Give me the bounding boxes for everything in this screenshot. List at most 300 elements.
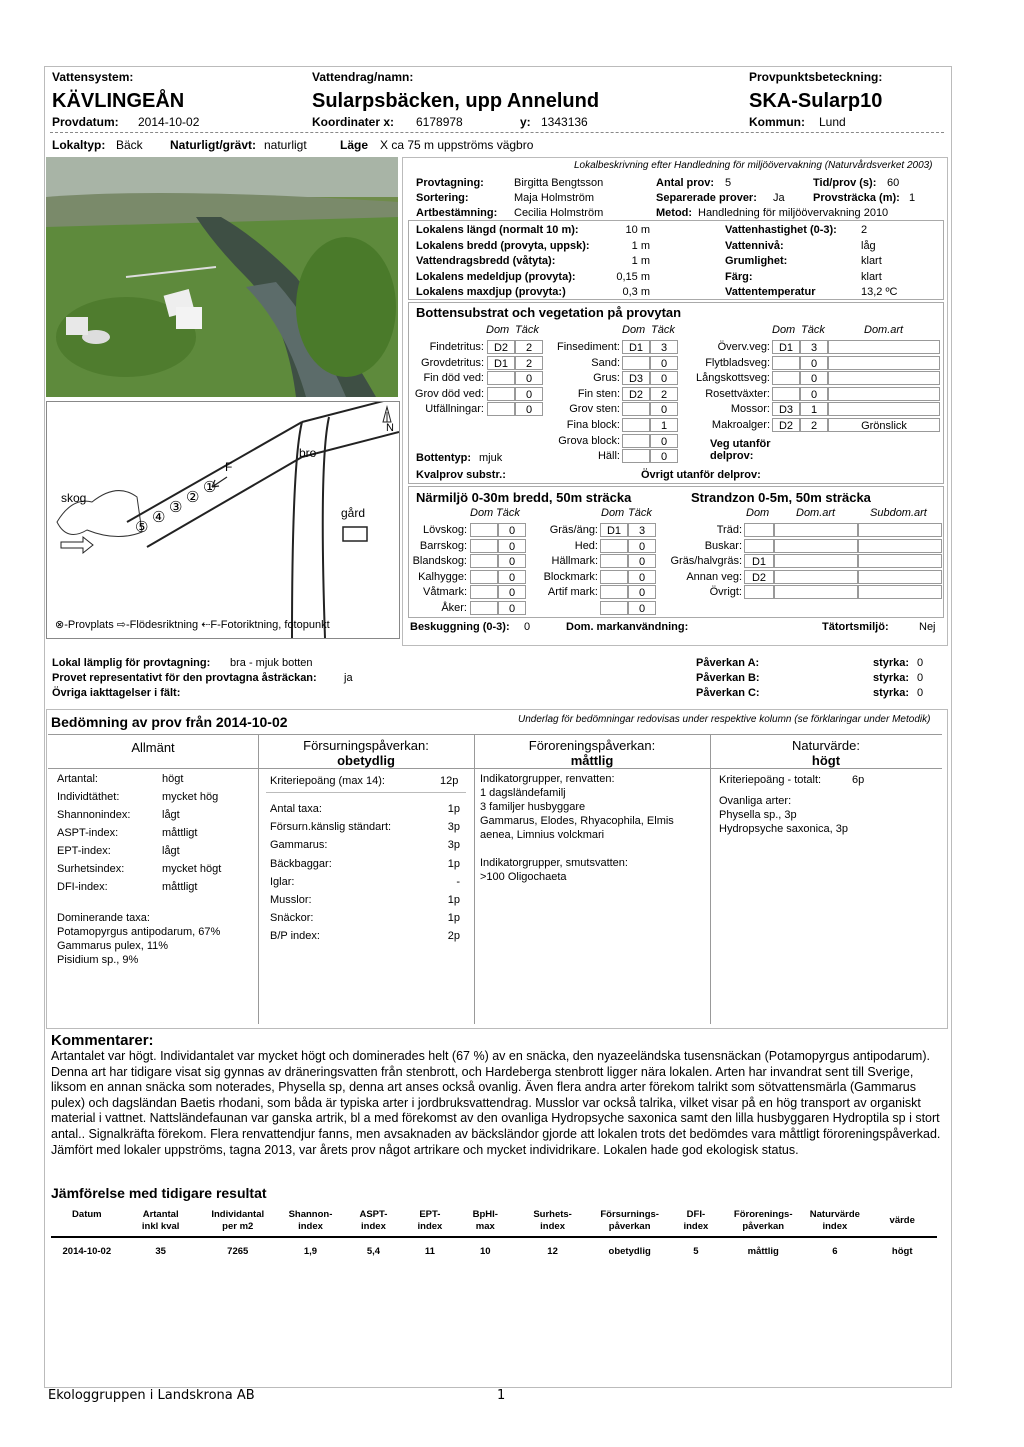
lokal-left-label: Vattendragsbredd (våtyta): [416, 255, 556, 267]
styrka-a-value: 0 [917, 657, 924, 669]
lamplig-value: bra - mjuk botten [230, 657, 313, 669]
fors-value: - [456, 875, 460, 888]
allmant-label: Shannonindex: [57, 809, 131, 821]
foro-line: Gammarus, Elodes, Rhyacophila, Elmis [480, 815, 674, 827]
jamforelse-title: Jämförelse med tidigare resultat [51, 1185, 267, 1201]
narmiljo-tack: 0 [628, 554, 656, 568]
dom-taxa-label: Dominerande taxa: [57, 912, 150, 924]
cmp-cell: 5 [693, 1246, 699, 1257]
lokal-left-value: 1 m [631, 255, 650, 267]
strack-label: Provsträcka (m): [813, 192, 900, 204]
provplats-circle: ② [186, 489, 200, 506]
cmp-header [724, 1208, 802, 1237]
narmiljo-col-header: Täck [496, 507, 520, 519]
substrat-art [828, 387, 940, 401]
styrka-c-label: styrka: [873, 687, 910, 699]
lokal-left-label: Lokalens bredd (provyta, uppsk): [416, 239, 590, 252]
strandzon-dom: D2 [744, 570, 774, 584]
narmiljo-label: Åker: [441, 602, 467, 614]
allmant-label: Individtäthet: [57, 791, 120, 803]
substrat-art [828, 402, 940, 416]
strandzon-subart [858, 585, 942, 599]
fors-value: 1p [447, 857, 460, 870]
substrat-tack: 0 [650, 356, 678, 370]
narmiljo-dom [600, 539, 628, 553]
fors-value: 1p [447, 803, 460, 815]
lokaltyp-value: Bäck [116, 138, 143, 152]
fors-header: Försurningspåverkan: [303, 738, 429, 753]
fors-value: obetydlig [337, 753, 395, 768]
sortering-label: Sortering: [416, 192, 469, 204]
lokal-right-value: klart [861, 255, 882, 267]
cmp-header [344, 1208, 403, 1237]
koord-x-label: Koordinater x: [312, 115, 395, 129]
tatort-value: Nej [919, 621, 936, 633]
map-f: F [225, 460, 233, 474]
bed-v1 [258, 734, 259, 1024]
narmiljo-tack: 0 [498, 585, 526, 599]
narmiljo-tack: 0 [498, 554, 526, 568]
lokal-right-value: klart [861, 270, 882, 283]
provtagning-label: Provtagning: [416, 177, 484, 189]
cmp-header-line2: index [361, 1221, 386, 1232]
foro-line: Indikatorgrupper, renvatten: [480, 773, 615, 785]
substrat-art [828, 371, 940, 385]
nat-line: Hydropsyche saxonica, 3p [719, 823, 849, 835]
allmant-label: ASPT-index: [57, 827, 119, 839]
narmiljo-dom [470, 601, 498, 615]
dom-taxa-item: Potamopyrgus antipodarum, 67% [57, 926, 221, 938]
bedomning-note: Underlag för bedömningar redovisas under respektive kolumn (se förklaringar under Metodik) [518, 714, 931, 725]
map-provplatser [135, 478, 225, 538]
kommun-value: Lund [819, 115, 846, 129]
foro-line: >100 Oligochaeta [480, 871, 567, 883]
substrat-label: Grova block: [558, 434, 620, 447]
kommun-label: Kommun: [749, 115, 805, 129]
substrat-label: Grus: [593, 372, 620, 385]
strandzon-subart [858, 570, 942, 584]
substrat-label: Fina block: [566, 419, 620, 431]
fors-value: 3p [447, 821, 460, 834]
strack-value: 1 [909, 192, 916, 204]
cmp-header [457, 1208, 513, 1237]
substrat-dom [622, 434, 650, 448]
map-legend: ⊗-Provplats ⇨-Flödesriktning ⇠F-Fotoriktning, fotopunkt [55, 619, 330, 631]
fors-value: 1p [447, 894, 460, 906]
substrat-dom: D2 [622, 387, 650, 401]
provplats-circle: ⑤ [135, 519, 149, 536]
allmant-value: mycket hög [162, 791, 219, 803]
art-label: Artbestämning: [416, 207, 498, 219]
lokal-left-label: Lokalens maxdjup (provyta:) [416, 286, 566, 298]
cmp-header [867, 1208, 937, 1237]
lokal-left-value: 1 m [631, 239, 650, 252]
cmp-header [592, 1208, 668, 1237]
cmp-cell: måttlig [747, 1246, 779, 1257]
narmiljo-tack: 0 [628, 585, 656, 599]
narmiljo-dom [470, 523, 498, 537]
lokaltyp-label: Lokaltyp: [52, 138, 106, 152]
substrat-dom: D2 [772, 418, 800, 432]
narmiljo-col-header: Dom [601, 507, 625, 519]
cmp-header-line1: DFI- [686, 1209, 706, 1220]
provpunkt-label: Provpunktsbeteckning: [749, 70, 883, 84]
allmant-value: lågt [162, 809, 180, 821]
cmp-header-line1: Individantal [211, 1209, 265, 1220]
fors-value: 3p [447, 839, 460, 852]
lokal-right-label: Vattenhastighet (0-3): [725, 224, 837, 236]
narmiljo-dom [470, 585, 498, 599]
cmp-header-line1: Surhets- [533, 1209, 572, 1220]
cmp-header-line1: Artantal [142, 1209, 179, 1220]
map-bro: bro [299, 446, 317, 460]
lokal-left-label: Lokalens medeldjup (provyta): [416, 270, 576, 283]
representativt-label: Provet representativt för den provtagna åsträckan: [52, 672, 317, 684]
tatort-label: Tätortsmiljö: [822, 621, 889, 633]
cmp-header-line1: Förorenings- [733, 1209, 793, 1220]
narmiljo-label: Artif mark: [547, 586, 598, 599]
strandzon-label: Buskar: [704, 539, 742, 552]
cmp-header-line1: EPT- [419, 1209, 441, 1220]
cmp-header-line1: Shannon- [288, 1209, 333, 1220]
markanv-label: Dom. markanvändning: [566, 621, 689, 633]
separ-value: Ja [773, 192, 785, 204]
narmiljo-label: Gräs/äng: [549, 524, 598, 536]
narmiljo-label: Blockmark: [543, 570, 598, 583]
vattendrag-label: Vattendrag/namn: [312, 70, 414, 84]
substrat-dom [622, 402, 650, 416]
substrat-dom [622, 418, 650, 432]
allmant-label: Surhetsindex: [57, 863, 125, 875]
narmiljo-tack: 0 [498, 523, 526, 537]
fors-label: Iglar: [270, 875, 295, 888]
substrat-label: Grov sten: [569, 403, 620, 416]
nat-krit-label: Kriteriepoäng - totalt: [719, 774, 822, 786]
substrat-label: Fin död ved: [423, 372, 484, 385]
fors-label: Snäckor: [270, 912, 314, 925]
foro-header: Föroreningspåverkan: [528, 738, 656, 753]
strandzon-art [774, 570, 858, 584]
substrat-art: Grönslick [828, 418, 940, 432]
foro-value: måttlig [570, 753, 614, 768]
foro-line: Indikatorgrupper, smutsvatten: [480, 857, 628, 869]
kommentarer-title: Kommentarer: [51, 1032, 154, 1049]
substrat-art [828, 356, 940, 370]
map-skog: skog [61, 491, 87, 505]
substrat-tack: 0 [515, 387, 543, 401]
substrat-dom [622, 449, 650, 463]
substrat-col-header: Dom [486, 324, 510, 336]
narmiljo-dom [470, 570, 498, 584]
metod-label: Metod: [656, 207, 693, 219]
narmiljo-label: Barrskog: [419, 539, 467, 552]
substrat-label: Fin sten: [577, 387, 620, 400]
antal-value: 5 [725, 177, 732, 189]
cmp-cell: 2014-10-02 [62, 1246, 112, 1257]
cmp-cell: 7265 [227, 1246, 249, 1257]
metod-value: Handledning för miljöövervakning 2010 [698, 207, 889, 219]
substrat-dom: D2 [487, 340, 515, 354]
paverkan-a-label: Påverkan A: [696, 657, 760, 669]
provplats-circle: ① [203, 479, 217, 496]
footer-company: Ekologgruppen i Landskrona AB [48, 1388, 255, 1403]
narmiljo-label: Hällmark: [551, 555, 598, 568]
substrat-art [828, 340, 940, 354]
styrka-a-label: styrka: [873, 657, 910, 669]
substrat-tack: 0 [650, 371, 678, 385]
substrat-title: Bottensubstrat och vegetation på provytan [416, 305, 682, 320]
narmiljo-tack: 0 [498, 601, 526, 615]
substrat-tack: 2 [515, 340, 543, 354]
substrat-col-header: Täck [801, 324, 825, 336]
allmant-header: Allmänt [131, 740, 175, 755]
jamforelse-table [51, 1208, 941, 1258]
substrat-col-header: Dom [622, 324, 646, 336]
cmp-header-line1: ASPT- [359, 1209, 388, 1220]
narmiljo-dom [600, 554, 628, 568]
cmp-header [277, 1208, 344, 1237]
substrat-col-header: Dom [772, 324, 796, 336]
foro-line: 3 familjer husbyggare [480, 801, 586, 813]
narmiljo-tack: 0 [628, 570, 656, 584]
substrat-dom [772, 356, 800, 370]
substrat-dom: D1 [487, 356, 515, 370]
narmiljo-tack: 0 [498, 570, 526, 584]
tid-value: 60 [887, 177, 900, 189]
bed-v2 [474, 734, 475, 1024]
substrat-dom [622, 356, 650, 370]
narmiljo-label: Kalhygge: [418, 570, 467, 583]
beskuggning-label: Beskuggning (0-3): [410, 621, 510, 633]
bottentyp-value: mjuk [479, 452, 503, 464]
cmp-cell: 10 [479, 1246, 491, 1257]
substrat-dom [487, 387, 515, 401]
lokal-right-value: 2 [861, 224, 868, 236]
paverkan-b-label: Påverkan B: [696, 672, 760, 684]
styrka-b-value: 0 [917, 672, 924, 684]
lokal-right-label: Vattennivå: [725, 239, 784, 252]
nat-line: Ovanliga arter: [719, 795, 792, 807]
strandzon-label: Träd: [716, 524, 742, 536]
strandzon-col-header: Dom [746, 507, 770, 519]
strandzon-label: Annan veg: [686, 570, 742, 583]
substrat-label: Rosettväxter: [705, 387, 770, 400]
substrat-label: Makroalger: [711, 419, 770, 431]
strandzon-dom [744, 523, 774, 537]
veg-utanfor: Veg utanför delprov: [710, 438, 771, 462]
substrat-dom: D3 [622, 371, 650, 385]
strandzon-subart [858, 539, 942, 553]
substrat-label: Grov död ved: [414, 387, 484, 400]
bed-line2 [48, 768, 942, 769]
substrat-label: Utfällningar: [425, 403, 484, 416]
vattendrag-value: Sularpsbäcken, upp Annelund [312, 90, 600, 112]
fors-value: 1p [447, 912, 460, 925]
cmp-header [668, 1208, 724, 1237]
iakttagelser-label: Övriga iakttagelser i fält: [52, 687, 181, 699]
narmiljo-label: Våtmark: [422, 586, 467, 599]
fors-label: Gammarus: [270, 839, 328, 852]
styrka-b-label: styrka: [873, 672, 910, 684]
naturligt-value: naturligt [264, 138, 307, 152]
narmiljo-col-header: Täck [628, 507, 652, 519]
substrat-label: Grovdetritus: [421, 356, 484, 369]
substrat-dom: D3 [772, 402, 800, 416]
allmant-value: måttligt [162, 827, 198, 839]
narmiljo-label: Blandskog: [412, 555, 467, 568]
substrat-tack: 0 [515, 402, 543, 416]
lokal-left-value: 0,15 m [616, 270, 650, 283]
map-gard: gård [341, 506, 366, 520]
strandzon-subart [858, 523, 942, 537]
substrat-tack: 0 [650, 449, 678, 463]
cmp-header-line2: max [475, 1221, 495, 1232]
substrat-label: Långskottsveg: [696, 372, 770, 385]
ovrigt-label: Övrigt utanför delprov: [641, 469, 761, 481]
substrat-tack: 1 [800, 402, 828, 416]
tid-label: Tid/prov (s): [813, 177, 877, 189]
lamplig-label: Lokal lämplig för provtagning: [52, 657, 211, 669]
allmant-value: lågt [162, 845, 180, 857]
substrat-label: Sand: [591, 356, 620, 369]
foro-line: 1 dagsländefamilj [480, 787, 566, 799]
narmiljo-tack: 0 [498, 539, 526, 553]
substrat-tack: 2 [515, 356, 543, 370]
substrat-tack: 0 [650, 402, 678, 416]
koord-x-value: 6178978 [416, 115, 463, 129]
natur-header: Naturvärde: [792, 738, 860, 753]
art-value: Cecilia Holmström [514, 207, 604, 219]
substrat-tack: 0 [800, 371, 828, 385]
substrat-tack: 0 [515, 371, 543, 385]
lokal-ref: Lokalbeskrivning efter Handledning för miljöövervakning (Naturvårdsverket 2003) [574, 160, 933, 171]
fors-label: Bäckbaggar: [270, 857, 332, 870]
substrat-tack: 1 [650, 418, 678, 432]
allmant-value: mycket högt [162, 863, 222, 875]
strandzon-dom [744, 539, 774, 553]
substrat-tack: 3 [650, 340, 678, 354]
strandzon-art [774, 539, 858, 553]
substrat-label: Finsediment: [557, 341, 620, 353]
naturligt-label: Naturligt/grävt: [170, 138, 257, 152]
site-photo [46, 157, 398, 397]
substrat-dom [487, 371, 515, 385]
vattensystem-value: KÄVLINGEÅN [52, 90, 185, 112]
cmp-cell: 11 [424, 1246, 435, 1257]
fors-label: Försurn.känslig ständart: [270, 821, 392, 834]
allmant-label: EPT-index: [57, 845, 111, 857]
narmiljo-tack: 3 [628, 523, 656, 537]
lokal-right-value: 13,2 ºC [861, 286, 898, 298]
narmiljo-dom [600, 570, 628, 584]
lokal-right-label: Färg: [725, 270, 753, 283]
allmant-value: måttligt [162, 881, 198, 893]
provplats-circle: ④ [152, 509, 166, 526]
substrat-dom [772, 371, 800, 385]
bottentyp-label: Bottentyp: [416, 452, 471, 464]
allmant-label: Artantal: [57, 773, 98, 785]
lage-label: Läge [340, 138, 369, 152]
cmp-header [802, 1208, 867, 1237]
substrat-dom: D1 [772, 340, 800, 354]
cmp-header-line2: index [683, 1221, 709, 1232]
substrat-label: Häll: [597, 450, 620, 463]
strandzon-dom [744, 585, 774, 599]
substrat-tack: 2 [650, 387, 678, 401]
cmp-header-line2: index [540, 1221, 565, 1232]
cmp-header-row [51, 1208, 937, 1237]
cmp-header-line1: BpHI- [472, 1209, 498, 1220]
bedomning-title [51, 714, 288, 730]
lokal-left-value: 0,3 m [622, 286, 650, 298]
lokal-left-value: 10 m [625, 224, 650, 236]
lage-value: X ca 75 m uppströms vägbro [380, 138, 534, 152]
cmp-header [51, 1208, 123, 1237]
narmiljo-label: Lövskog: [422, 524, 467, 536]
antal-label: Antal prov: [656, 177, 715, 189]
styrka-c-value: 0 [917, 687, 924, 699]
bed-line1 [48, 734, 942, 735]
bedomning-date: 2014-10-02 [215, 714, 288, 730]
krit-label: Kriteriepoäng (max 14): [270, 775, 385, 787]
substrat-label: Mossor: [730, 403, 770, 416]
strandzon-label: Gräs/halvgräs: [670, 555, 742, 568]
narmiljo-label: Hed: [574, 539, 598, 552]
cmp-header-line1: Försurnings- [600, 1209, 659, 1220]
vattensystem-label: Vattensystem: [52, 70, 134, 84]
substrat-dom [772, 387, 800, 401]
nat-krit-value: 6p [852, 774, 865, 786]
provpunkt-value: SKA-Sularp10 [749, 90, 883, 112]
narmiljo-col-header: Dom [470, 507, 494, 519]
sortering-value: Maja Holmström [514, 192, 595, 204]
cmp-header-line2 [51, 1221, 123, 1233]
bed-v3 [710, 734, 711, 1024]
narmiljo-dom [470, 554, 498, 568]
strandzon-art [774, 523, 858, 537]
provtagning-value: Birgitta Bengtsson [514, 177, 604, 189]
cmp-header-line2: påverkan [742, 1221, 785, 1232]
narmiljo-dom [600, 585, 628, 599]
koord-y-label: y: [520, 115, 531, 129]
dom-taxa-item: Gammarus pulex, 11% [57, 940, 169, 952]
substrat-col-header: Täck [651, 324, 675, 336]
kvalprov-label: Kvalprov substr.: [416, 469, 506, 481]
cmp-header-line1: Naturvärde [809, 1209, 860, 1220]
strandzon-subart [858, 554, 942, 568]
foro-line: aenea, Limnius volckmari [480, 829, 605, 841]
narmiljo-dom: D1 [600, 523, 628, 537]
strandzon-col-header: Dom.art [796, 507, 836, 519]
lokal-left-label: Lokalens längd (normalt 10 m): [416, 224, 579, 236]
strandzon-art [774, 585, 858, 599]
substrat-tack: 0 [800, 387, 828, 401]
cmp-cell: 5,4 [366, 1246, 381, 1257]
strandzon-col-header: Subdom.art [870, 507, 927, 519]
substrat-label: Flytbladsveg: [705, 356, 770, 369]
nat-line: Physella sp., 3p [719, 809, 797, 821]
krit-value: 12p [440, 775, 459, 787]
lokal-right-label: Vattentemperatur [725, 286, 816, 298]
cmp-header-line2: påverkan [608, 1221, 651, 1232]
substrat-tack: 2 [800, 418, 828, 432]
substrat-label: Överv.veg: [717, 341, 770, 353]
narmiljo-dom [600, 601, 628, 615]
strandzon-label: Övrigt: [709, 586, 742, 599]
bedomning-title-text: Bedömning av prov från [51, 714, 213, 730]
paverkan-c-label: Påverkan C: [696, 687, 760, 699]
narmiljo-title: Närmiljö 0-30m bredd, 50m sträcka [416, 490, 632, 505]
